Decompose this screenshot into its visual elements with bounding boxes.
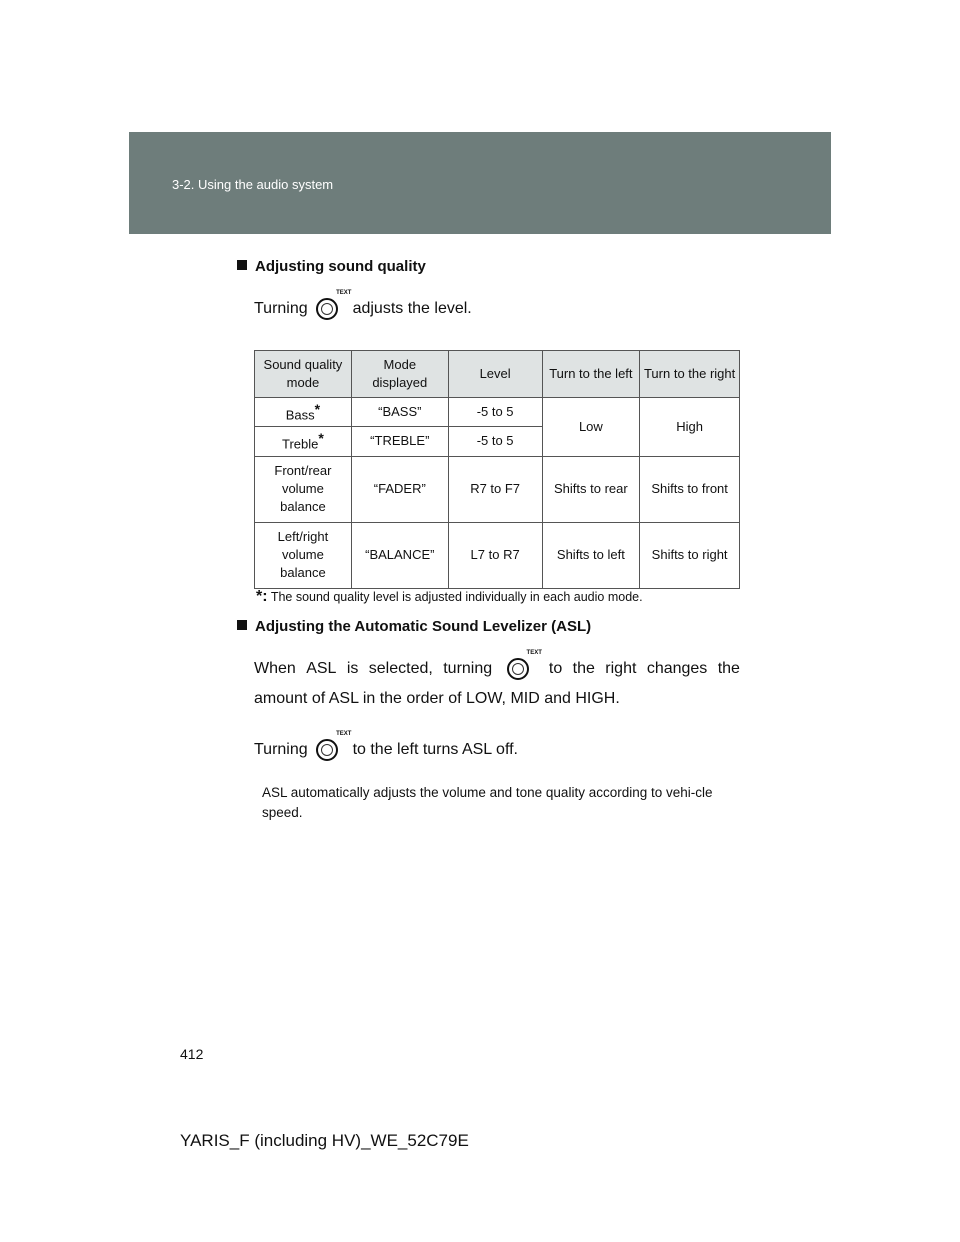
square-bullet-icon (237, 620, 247, 630)
table-cell-left: Shifts to left (542, 522, 640, 588)
section-title-text: Adjusting sound quality (255, 258, 426, 275)
footnote-text: The sound quality level is adjusted individually in each audio mode. (270, 590, 643, 604)
table-row (255, 456, 740, 522)
table-cell-right: Shifts to front (640, 456, 740, 522)
table-row (255, 398, 740, 427)
sound-quality-table (254, 350, 740, 589)
table-header-cell: Turn to the right (640, 351, 740, 398)
instruction-text-after: to the left turns ASL off. (352, 741, 518, 759)
header-band (129, 132, 831, 234)
table-header-cell: Mode displayed (351, 351, 448, 398)
knob-label: TEXT (336, 290, 352, 296)
word: the (717, 660, 740, 677)
table-cell-mode: Front/rear volume balance (255, 456, 352, 522)
sound-quality-instruction (254, 290, 472, 324)
table-cell-displayed: “FADER” (351, 456, 448, 522)
table-footnote (256, 588, 643, 606)
word: right (605, 660, 637, 677)
word: to (548, 660, 563, 677)
table-cell-mode (255, 427, 352, 456)
instruction-text-before: Turning (254, 741, 308, 759)
table-cell-displayed: “BASS” (351, 398, 448, 427)
table-cell-level: -5 to 5 (448, 398, 542, 427)
table-cell-level: R7 to F7 (448, 456, 542, 522)
word: turning (443, 660, 493, 677)
footnote-star: * (314, 401, 321, 417)
knob-label: TEXT (526, 650, 542, 656)
tune-knob-icon (503, 650, 542, 684)
word: selected, (368, 660, 433, 677)
instruction-text-after: adjusts the level. (352, 300, 472, 318)
footnote-mark: *: (256, 588, 268, 605)
table-row (255, 522, 740, 588)
table-cell-displayed: “BALANCE” (351, 522, 448, 588)
asl-instruction-line-2: amount of ASL in the order of LOW, MID and HIGH. (254, 690, 620, 707)
table-header-cell: Level (448, 351, 542, 398)
section-title-sound-quality (237, 258, 426, 275)
square-bullet-icon (237, 260, 247, 270)
mode-text: Treble (282, 436, 319, 452)
word: ASL (306, 660, 337, 677)
table-cell-mode: Left/right volume balance (255, 522, 352, 588)
page-number: 412 (180, 1046, 204, 1062)
knob-label: TEXT (336, 731, 352, 737)
table-cell-level: -5 to 5 (448, 427, 542, 456)
asl-instruction-line-3 (254, 731, 518, 765)
table-cell-mode (255, 398, 352, 427)
word: changes (646, 660, 708, 677)
document-id: YARIS_F (including HV)_WE_52C79E (180, 1131, 469, 1150)
section-title-asl (237, 618, 591, 635)
table-cell-right-merged: High (640, 398, 740, 457)
table-cell-displayed: “TREBLE” (351, 427, 448, 456)
asl-instruction-line-1 (254, 650, 740, 684)
footnote-star: * (318, 430, 324, 447)
table-header-cell: Sound quality mode (255, 351, 352, 398)
word: is (346, 660, 359, 677)
word: When (254, 660, 296, 677)
table-header-cell: Turn to the left (542, 351, 640, 398)
mode-text: Bass (285, 407, 315, 423)
asl-note: ASL automatically adjusts the volume and tone quality according to vehi-cle speed. (262, 785, 713, 820)
instruction-text-before: Turning (254, 300, 308, 318)
tune-knob-icon (312, 290, 352, 324)
section-title-text: Adjusting the Automatic Sound Levelizer (ASL) (255, 618, 592, 635)
word: the (572, 660, 595, 677)
table-cell-left: Shifts to rear (542, 456, 640, 522)
table-cell-level: L7 to R7 (448, 522, 542, 588)
table-cell-right: Shifts to right (640, 522, 740, 588)
table-cell-left-merged: Low (542, 398, 640, 457)
tune-knob-icon (312, 731, 352, 765)
section-breadcrumb: 3-2. Using the audio system (172, 177, 334, 192)
table-header-row (255, 351, 740, 398)
